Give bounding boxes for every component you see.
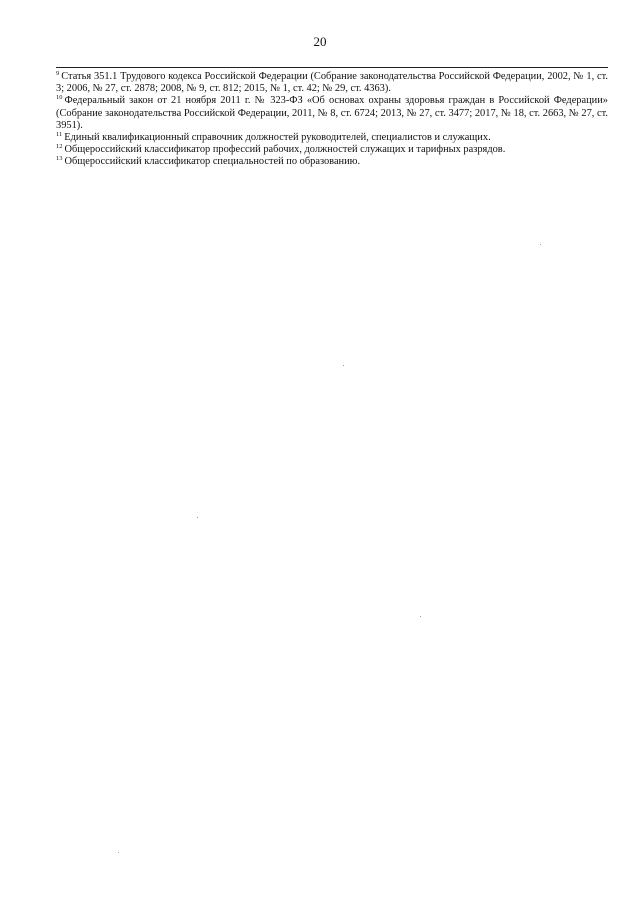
footnote-text: Статья 351.1 Трудового кодекса Российской Федерации (Собрание законодательства Российской Федерации, 2002, № 1, ст. 3; 2006, № 27, ст. 2878; 2008, № 9, ст. 812; 2015, № 1, ст. 42; № 29, ст. 4363). <box>56 71 608 95</box>
footnote-13 <box>56 156 608 168</box>
scan-speck <box>118 852 119 853</box>
scan-speck <box>197 517 198 518</box>
footnote-marker: 9 <box>56 70 60 77</box>
footnote-12 <box>56 144 608 156</box>
page-number: 20 <box>313 34 327 49</box>
scan-speck <box>540 244 541 245</box>
footnote-marker: 10 <box>56 94 63 102</box>
scan-speck <box>343 365 344 366</box>
footnote-11 <box>56 132 608 144</box>
footnote-marker: 12 <box>56 143 63 151</box>
footnote-9 <box>56 71 608 95</box>
footnote-10 <box>56 95 608 132</box>
footnote-text: Единый квалификационный справочник должностей руководителей, специалистов и служащих. <box>64 132 491 144</box>
footnote-text: Общероссийский классификатор профессий рабочих, должностей служащих и тарифных разрядов. <box>64 144 506 156</box>
footnote-separator <box>56 67 608 68</box>
footnote-marker: 13 <box>56 155 63 163</box>
scan-speck <box>420 616 421 617</box>
footnote-text: Федеральный закон от 21 ноября 2011 г. № 323-ФЗ «Об основах охраны здоровья граждан в Российской Федерации» (Собрание законодательства Российской Федерации, 2011, № 8, ст. 6724; 2013, № 27, ст. 3477; 2017, № 18, ст. 2663, № 27, ст. 3951). <box>56 95 608 131</box>
footnotes-section <box>56 71 608 169</box>
footnote-marker: 11 <box>56 131 63 139</box>
footnote-text: Общероссийский классификатор специальностей по образованию. <box>64 156 361 168</box>
